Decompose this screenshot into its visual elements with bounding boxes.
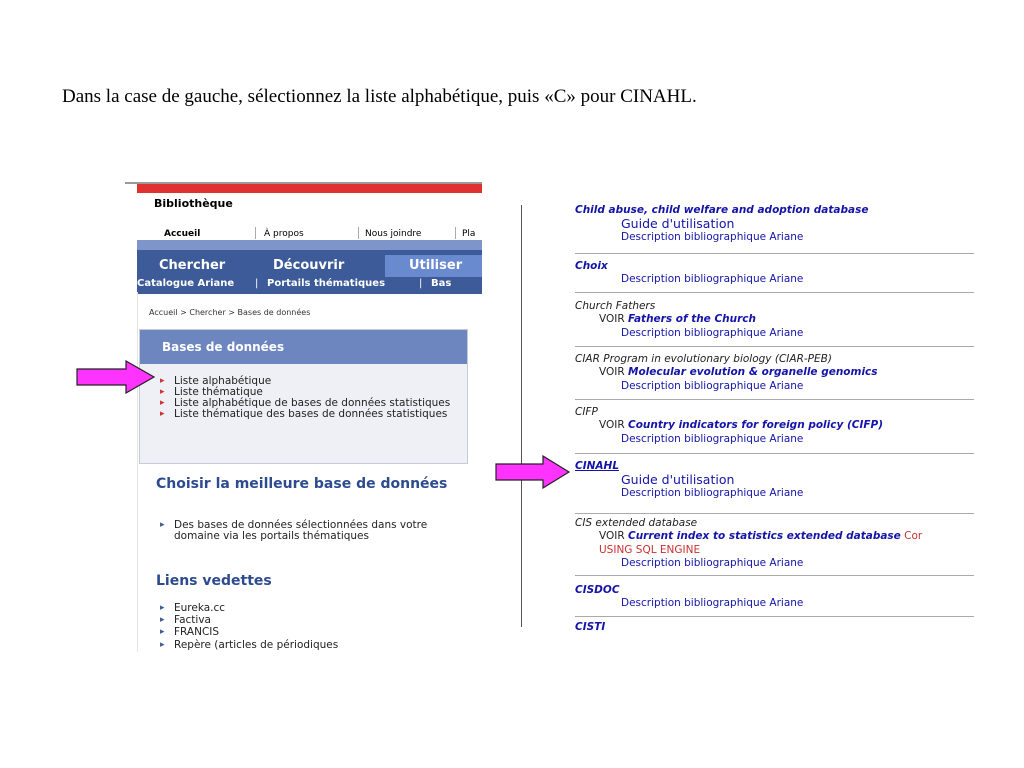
guide-link[interactable]: Guide d'utilisation [621,216,735,232]
description-link[interactable]: Description bibliographique Ariane [621,326,804,339]
db-name-cifp: CIFP [575,406,598,418]
top-nav-accueil[interactable]: Accueil [164,229,201,239]
entry-separator [575,253,974,254]
see-also-line [575,530,974,543]
arrow-pointer-left-icon [76,360,156,394]
breadcrumb: Accueil > Chercher > Bases de données [149,308,311,317]
databases-box-header [140,330,467,364]
see-also-line [575,419,974,432]
databases-box-heading: Bases de données [162,340,285,354]
entry-separator [575,616,974,617]
list-item [575,300,974,340]
see-also-line [575,313,974,326]
entry-separator [575,453,974,454]
slide-instruction: Dans la case de gauche, sélectionnez la liste alphabétique, puis «C» pour CINAHL. [62,86,697,107]
db-name-church-fathers: Church Fathers [575,300,656,312]
list-item-liste-alphabetique[interactable]: ▸ Liste alphabétique [160,376,460,387]
db-title-cisdoc[interactable]: CISDOC [575,584,620,596]
content-border [137,292,138,652]
db-title-cinahl[interactable]: CINAHL [575,460,620,472]
site-title: Bibliothèque [154,197,233,210]
top-nav-a-propos[interactable]: À propos [264,229,304,239]
list-item-liste-thematique[interactable]: ▸ Liste thématique [160,387,460,398]
db-title-child-abuse[interactable]: Child abuse, child welfare and adoption database [575,204,869,216]
voir-link-molecular-evolution[interactable]: Molecular evolution & organelle genomics [628,366,878,379]
voir-link-country-indicators[interactable]: Country indicators for foreign policy (CIFP) [628,419,884,432]
list-item [575,260,974,287]
see-also-line [575,366,974,379]
db-title-cut-off[interactable]: CISTI [575,621,606,630]
entry-separator [575,513,974,514]
link-eureka[interactable]: ▸ Eureka.cc [160,602,450,614]
voir-label: VOIR [599,419,625,432]
link-repere[interactable]: ▸ Repère (articles de périodiques [160,639,450,651]
top-nav [154,227,482,241]
top-nav-separator [358,227,359,239]
list-item [575,406,974,446]
list-item [575,584,974,611]
db-title-choix[interactable]: Choix [575,260,608,272]
sub-nav [137,278,482,292]
featured-links-heading: Liens vedettes [156,573,272,589]
database-list-screenshot [575,202,974,630]
main-nav-decouvrir[interactable]: Découvrir [273,258,345,273]
entry-separator [575,346,974,347]
main-nav [147,255,482,277]
top-nav-separator [455,227,456,239]
list-item [575,460,974,501]
description-link[interactable]: Description bibliographique Ariane [621,556,804,569]
sub-nav-separator: | [419,278,423,289]
main-navigation-band [137,240,482,294]
databases-box [139,329,468,464]
screenshots-divider [521,205,522,627]
list-item-alpha-statistiques[interactable]: ▸ Liste alphabétique de bases de données statistiques [160,398,460,409]
arrow-pointer-right-icon [495,455,571,489]
top-nav-separator [255,227,256,239]
description-link[interactable]: Description bibliographique Ariane [621,487,804,500]
description-link[interactable]: Description bibliographique Ariane [621,432,804,445]
list-item [575,353,974,393]
sub-nav-separator: | [255,278,259,289]
db-name-cis-extended: CIS extended database [575,517,698,529]
voir-link-fathers-of-the-church[interactable]: Fathers of the Church [628,313,756,326]
databases-list [160,376,460,420]
sub-nav-catalogue-ariane[interactable]: Catalogue Ariane [137,278,235,289]
entry-separator [575,575,974,576]
sub-nav-bases[interactable]: Bas [431,278,452,289]
link-factiva[interactable]: ▸ Factiva [160,614,450,626]
library-homepage-screenshot [125,182,482,652]
featured-links-list [160,602,450,651]
entry-separator [575,292,974,293]
db-name-ciar: CIAR Program in evolutionary biology (CIAR-PEB) [575,353,832,365]
sub-nav-portails[interactable]: Portails thématiques [267,278,386,289]
choose-best-link[interactable]: ▸ Des bases de données sélectionnées dans votre domaine via les portails thématiques [160,520,464,542]
description-link[interactable]: Description bibliographique Ariane [621,379,804,392]
main-nav-utiliser[interactable]: Utiliser [409,258,463,273]
header-red-bar [137,184,482,193]
voir-link-current-index[interactable]: Current index to statistics extended database [628,530,901,543]
top-nav-nous-joindre[interactable]: Nous joindre [365,229,422,239]
sql-engine-note: USING SQL ENGINE [599,543,701,556]
entry-separator [575,399,974,400]
description-link[interactable]: Description bibliographique Ariane [621,231,804,244]
main-nav-chercher[interactable]: Chercher [159,258,226,273]
description-link[interactable]: Description bibliographique Ariane [621,597,804,610]
list-item [575,621,974,630]
voir-suffix: Cor [904,530,923,543]
description-link[interactable]: Description bibliographique Ariane [621,273,804,286]
guide-link[interactable]: Guide d'utilisation [621,472,735,488]
nav-band-highlight [137,240,482,250]
choose-best-heading: Choisir la meilleure base de données [156,476,448,492]
link-francis[interactable]: ▸ FRANCIS [160,626,450,638]
list-item [575,204,974,245]
list-item-thematique-statistiques[interactable]: ▸ Liste thématique des bases de données statistiques [160,409,460,420]
top-nav-plan[interactable]: Pla [462,229,476,239]
voir-label: VOIR [599,530,625,543]
list-item [575,517,974,570]
voir-label: VOIR [599,313,625,326]
voir-label: VOIR [599,366,625,379]
